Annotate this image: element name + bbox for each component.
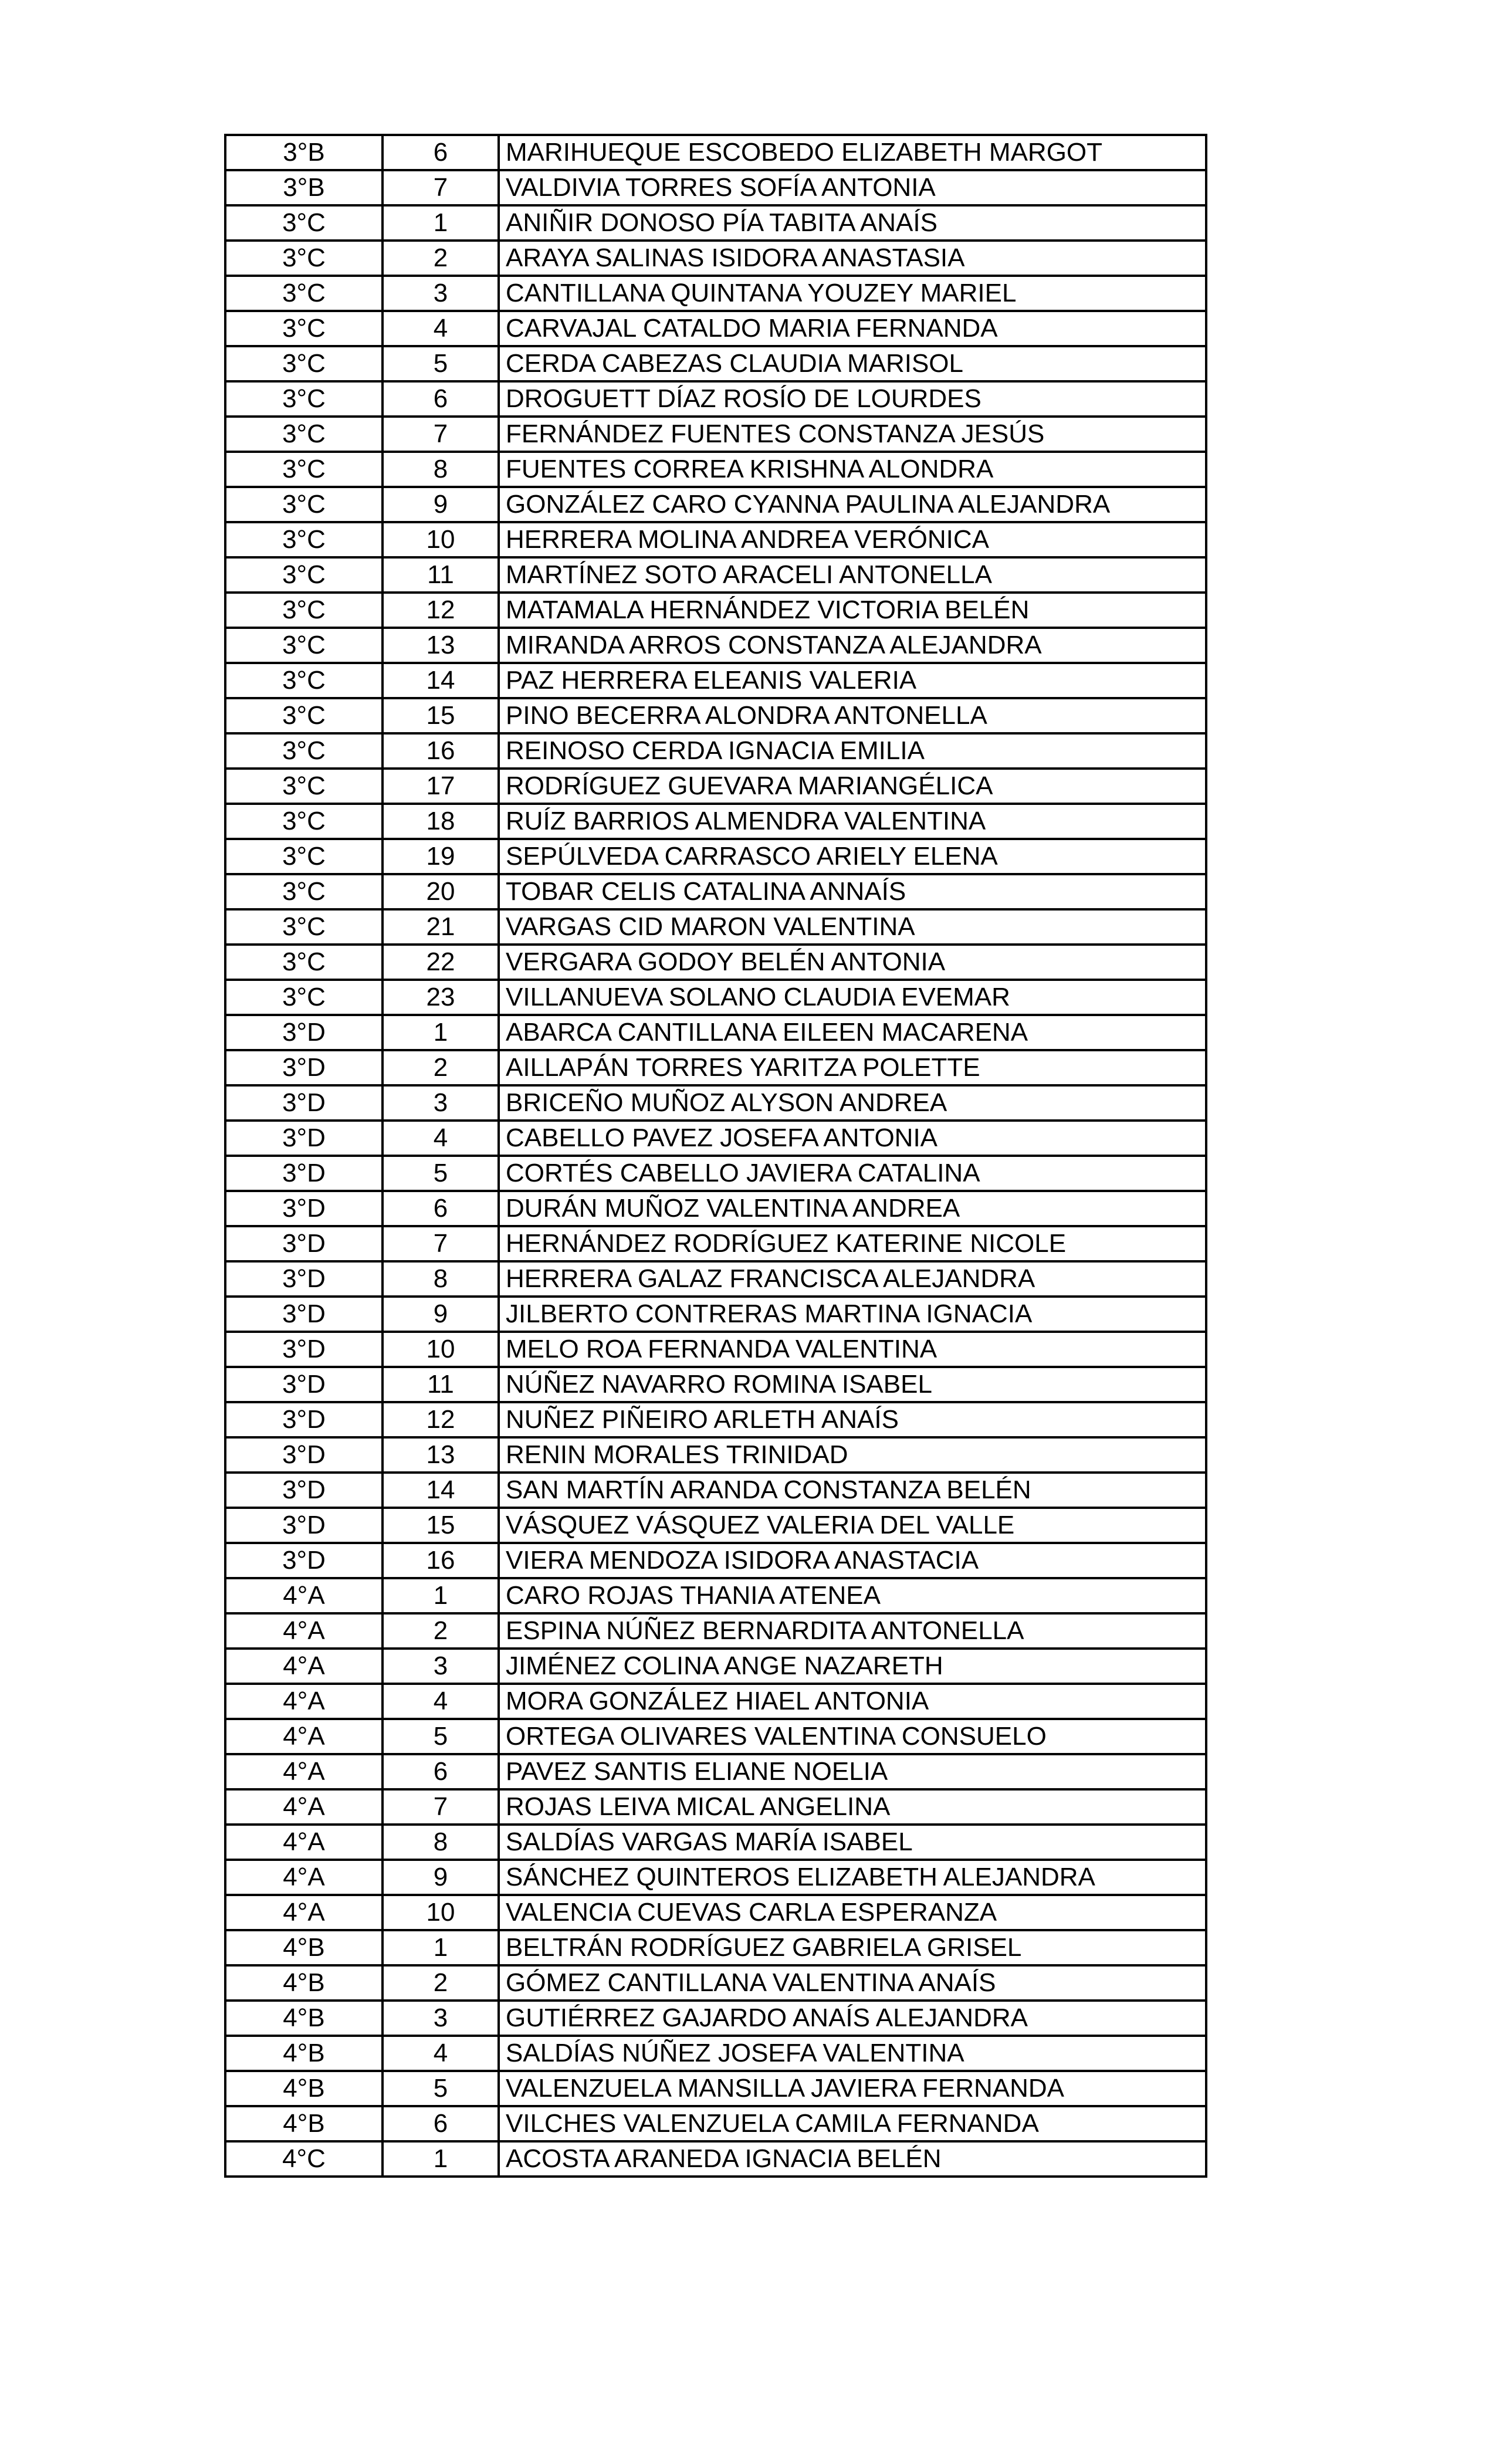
table-row [225, 1508, 1206, 1543]
student-name-cell: ORTEGA OLIVARES VALENTINA CONSUELO [499, 1719, 1206, 1754]
student-name-cell: VALENZUELA MANSILLA JAVIERA FERNANDA [499, 2071, 1206, 2106]
course-cell: 3°C [225, 557, 383, 593]
table-row [225, 593, 1206, 628]
student-name-cell: MARTÍNEZ SOTO ARACELI ANTONELLA [499, 557, 1206, 593]
course-cell: 4°B [225, 2106, 383, 2141]
course-cell: 3°C [225, 276, 383, 311]
course-cell: 3°C [225, 593, 383, 628]
table-row [225, 1191, 1206, 1226]
table-row [225, 804, 1206, 839]
student-name-cell: VALENCIA CUEVAS CARLA ESPERANZA [499, 1895, 1206, 1930]
course-cell: 3°B [225, 170, 383, 205]
table-row [225, 1684, 1206, 1719]
course-cell: 4°A [225, 1649, 383, 1684]
student-name-cell: CABELLO PAVEZ JOSEFA ANTONIA [499, 1121, 1206, 1156]
student-name-cell: PAZ HERRERA ELEANIS VALERIA [499, 663, 1206, 698]
number-cell: 2 [383, 1050, 499, 1085]
course-cell: 3°C [225, 487, 383, 522]
table-row [225, 1332, 1206, 1367]
student-name-cell: HERNÁNDEZ RODRÍGUEZ KATERINE NICOLE [499, 1226, 1206, 1261]
number-cell: 1 [383, 2141, 499, 2177]
number-cell: 8 [383, 1261, 499, 1297]
number-cell: 4 [383, 1121, 499, 1156]
course-cell: 4°B [225, 1930, 383, 1965]
student-name-cell: VARGAS CID MARON VALENTINA [499, 909, 1206, 945]
course-cell: 4°A [225, 1825, 383, 1860]
number-cell: 7 [383, 170, 499, 205]
student-name-cell: ARAYA SALINAS ISIDORA ANASTASIA [499, 241, 1206, 276]
number-cell: 7 [383, 1789, 499, 1825]
table-row [225, 1649, 1206, 1684]
table-row [225, 1121, 1206, 1156]
student-name-cell: SAN MARTÍN ARANDA CONSTANZA BELÉN [499, 1473, 1206, 1508]
course-cell: 3°C [225, 980, 383, 1015]
course-cell: 3°C [225, 698, 383, 733]
course-cell: 4°A [225, 1860, 383, 1895]
course-cell: 4°A [225, 1895, 383, 1930]
number-cell: 13 [383, 628, 499, 663]
table-row [225, 1825, 1206, 1860]
table-row [225, 1895, 1206, 1930]
student-name-cell: CARO ROJAS THANIA ATENEA [499, 1578, 1206, 1613]
number-cell: 9 [383, 1860, 499, 1895]
table-row [225, 417, 1206, 452]
course-cell: 3°C [225, 909, 383, 945]
number-cell: 6 [383, 1754, 499, 1789]
student-name-cell: VERGARA GODOY BELÉN ANTONIA [499, 945, 1206, 980]
course-cell: 4°C [225, 2141, 383, 2177]
table-row [225, 487, 1206, 522]
course-cell: 4°B [225, 2001, 383, 2036]
course-cell: 3°C [225, 839, 383, 874]
number-cell: 4 [383, 1684, 499, 1719]
number-cell: 16 [383, 733, 499, 769]
course-cell: 3°D [225, 1015, 383, 1050]
student-name-cell: GÓMEZ CANTILLANA VALENTINA ANAÍS [499, 1965, 1206, 2001]
number-cell: 14 [383, 663, 499, 698]
table-row [225, 205, 1206, 241]
student-name-cell: CANTILLANA QUINTANA YOUZEY MARIEL [499, 276, 1206, 311]
course-cell: 4°A [225, 1613, 383, 1649]
student-name-cell: SALDÍAS VARGAS MARÍA ISABEL [499, 1825, 1206, 1860]
student-name-cell: PAVEZ SANTIS ELIANE NOELIA [499, 1754, 1206, 1789]
course-cell: 3°D [225, 1156, 383, 1191]
table-row [225, 1965, 1206, 2001]
student-name-cell: SALDÍAS NÚÑEZ JOSEFA VALENTINA [499, 2036, 1206, 2071]
table-row [225, 1473, 1206, 1508]
number-cell: 7 [383, 1226, 499, 1261]
number-cell: 21 [383, 909, 499, 945]
table-row [225, 1261, 1206, 1297]
student-name-cell: NUÑEZ PIÑEIRO ARLETH ANAÍS [499, 1402, 1206, 1437]
student-name-cell: VILCHES VALENZUELA CAMILA FERNANDA [499, 2106, 1206, 2141]
table-row [225, 1860, 1206, 1895]
student-name-cell: SÁNCHEZ QUINTEROS ELIZABETH ALEJANDRA [499, 1860, 1206, 1895]
course-cell: 3°D [225, 1437, 383, 1473]
table-row [225, 2001, 1206, 2036]
number-cell: 11 [383, 557, 499, 593]
number-cell: 6 [383, 381, 499, 417]
number-cell: 17 [383, 769, 499, 804]
number-cell: 4 [383, 2036, 499, 2071]
student-name-cell: FUENTES CORREA KRISHNA ALONDRA [499, 452, 1206, 487]
table-row [225, 276, 1206, 311]
number-cell: 2 [383, 241, 499, 276]
student-name-cell: ANIÑIR DONOSO PÍA TABITA ANAÍS [499, 205, 1206, 241]
table-row [225, 1754, 1206, 1789]
number-cell: 10 [383, 522, 499, 557]
student-name-cell: FERNÁNDEZ FUENTES CONSTANZA JESÚS [499, 417, 1206, 452]
student-name-cell: CARVAJAL CATALDO MARIA FERNANDA [499, 311, 1206, 346]
table-row [225, 1050, 1206, 1085]
student-name-cell: DROGUETT DÍAZ ROSÍO DE LOURDES [499, 381, 1206, 417]
table-row [225, 1156, 1206, 1191]
table-row [225, 381, 1206, 417]
course-cell: 3°C [225, 522, 383, 557]
student-name-cell: RUÍZ BARRIOS ALMENDRA VALENTINA [499, 804, 1206, 839]
number-cell: 2 [383, 1965, 499, 2001]
number-cell: 2 [383, 1613, 499, 1649]
student-name-cell: RENIN MORALES TRINIDAD [499, 1437, 1206, 1473]
course-cell: 4°B [225, 2036, 383, 2071]
table-row [225, 557, 1206, 593]
student-name-cell: DURÁN MUÑOZ VALENTINA ANDREA [499, 1191, 1206, 1226]
table-row [225, 769, 1206, 804]
table-row [225, 1437, 1206, 1473]
course-cell: 4°A [225, 1719, 383, 1754]
table-row [225, 452, 1206, 487]
number-cell: 8 [383, 452, 499, 487]
student-name-cell: HERRERA GALAZ FRANCISCA ALEJANDRA [499, 1261, 1206, 1297]
student-name-cell: MIRANDA ARROS CONSTANZA ALEJANDRA [499, 628, 1206, 663]
number-cell: 3 [383, 1649, 499, 1684]
table-row [225, 2036, 1206, 2071]
course-cell: 3°C [225, 381, 383, 417]
course-cell: 3°D [225, 1367, 383, 1402]
number-cell: 15 [383, 698, 499, 733]
course-cell: 4°A [225, 1754, 383, 1789]
student-name-cell: CERDA CABEZAS CLAUDIA MARISOL [499, 346, 1206, 381]
number-cell: 13 [383, 1437, 499, 1473]
number-cell: 11 [383, 1367, 499, 1402]
number-cell: 4 [383, 311, 499, 346]
table-row [225, 2141, 1206, 2177]
table-row [225, 1578, 1206, 1613]
student-name-cell: ACOSTA ARANEDA IGNACIA BELÉN [499, 2141, 1206, 2177]
table-row [225, 2106, 1206, 2141]
course-cell: 3°D [225, 1050, 383, 1085]
table-row [225, 1543, 1206, 1578]
number-cell: 3 [383, 2001, 499, 2036]
student-name-cell: TOBAR CELIS CATALINA ANNAÍS [499, 874, 1206, 909]
course-cell: 3°D [225, 1297, 383, 1332]
student-name-cell: NÚÑEZ NAVARRO ROMINA ISABEL [499, 1367, 1206, 1402]
course-cell: 4°A [225, 1789, 383, 1825]
number-cell: 9 [383, 487, 499, 522]
table-row [225, 945, 1206, 980]
student-name-cell: GUTIÉRREZ GAJARDO ANAÍS ALEJANDRA [499, 2001, 1206, 2036]
table-row [225, 1015, 1206, 1050]
course-cell: 3°C [225, 804, 383, 839]
course-cell: 3°C [225, 663, 383, 698]
table-row [225, 1789, 1206, 1825]
number-cell: 22 [383, 945, 499, 980]
number-cell: 1 [383, 1015, 499, 1050]
course-cell: 3°D [225, 1261, 383, 1297]
number-cell: 20 [383, 874, 499, 909]
number-cell: 12 [383, 1402, 499, 1437]
number-cell: 3 [383, 276, 499, 311]
student-name-cell: GONZÁLEZ CARO CYANNA PAULINA ALEJANDRA [499, 487, 1206, 522]
course-cell: 3°C [225, 346, 383, 381]
course-cell: 4°A [225, 1578, 383, 1613]
number-cell: 5 [383, 1156, 499, 1191]
student-name-cell: JILBERTO CONTRERAS MARTINA IGNACIA [499, 1297, 1206, 1332]
student-name-cell: PINO BECERRA ALONDRA ANTONELLA [499, 698, 1206, 733]
student-name-cell: MELO ROA FERNANDA VALENTINA [499, 1332, 1206, 1367]
course-cell: 4°A [225, 1684, 383, 1719]
number-cell: 10 [383, 1332, 499, 1367]
number-cell: 1 [383, 1930, 499, 1965]
number-cell: 23 [383, 980, 499, 1015]
course-cell: 3°D [225, 1473, 383, 1508]
table-row [225, 241, 1206, 276]
table-row [225, 2071, 1206, 2106]
table-row [225, 1226, 1206, 1261]
course-cell: 3°D [225, 1085, 383, 1121]
course-cell: 3°C [225, 945, 383, 980]
course-cell: 3°C [225, 628, 383, 663]
student-name-cell: VIERA MENDOZA ISIDORA ANASTACIA [499, 1543, 1206, 1578]
number-cell: 10 [383, 1895, 499, 1930]
course-cell: 3°C [225, 874, 383, 909]
number-cell: 15 [383, 1508, 499, 1543]
table-row [225, 1085, 1206, 1121]
number-cell: 6 [383, 2106, 499, 2141]
number-cell: 19 [383, 839, 499, 874]
student-name-cell: REINOSO CERDA IGNACIA EMILIA [499, 733, 1206, 769]
course-cell: 4°B [225, 1965, 383, 2001]
table-row [225, 733, 1206, 769]
student-name-cell: RODRÍGUEZ GUEVARA MARIANGÉLICA [499, 769, 1206, 804]
table-row [225, 346, 1206, 381]
table-row [225, 1297, 1206, 1332]
course-cell: 3°C [225, 311, 383, 346]
number-cell: 5 [383, 346, 499, 381]
course-cell: 3°C [225, 417, 383, 452]
student-name-cell: BRICEÑO MUÑOZ ALYSON ANDREA [499, 1085, 1206, 1121]
course-cell: 3°D [225, 1191, 383, 1226]
number-cell: 12 [383, 593, 499, 628]
table-row [225, 980, 1206, 1015]
number-cell: 7 [383, 417, 499, 452]
table-row [225, 628, 1206, 663]
number-cell: 5 [383, 1719, 499, 1754]
course-cell: 3°C [225, 241, 383, 276]
student-roster-table [224, 134, 1207, 2178]
number-cell: 6 [383, 135, 499, 170]
table-row [225, 170, 1206, 205]
student-name-cell: ABARCA CANTILLANA EILEEN MACARENA [499, 1015, 1206, 1050]
number-cell: 16 [383, 1543, 499, 1578]
number-cell: 1 [383, 1578, 499, 1613]
table-row [225, 1719, 1206, 1754]
course-cell: 3°D [225, 1121, 383, 1156]
number-cell: 1 [383, 205, 499, 241]
course-cell: 3°C [225, 205, 383, 241]
number-cell: 3 [383, 1085, 499, 1121]
student-name-cell: SEPÚLVEDA CARRASCO ARIELY ELENA [499, 839, 1206, 874]
student-name-cell: VALDIVIA TORRES SOFÍA ANTONIA [499, 170, 1206, 205]
table-row [225, 874, 1206, 909]
course-cell: 3°B [225, 135, 383, 170]
table-row [225, 698, 1206, 733]
number-cell: 14 [383, 1473, 499, 1508]
course-cell: 3°D [225, 1402, 383, 1437]
student-name-cell: ESPINA NÚÑEZ BERNARDITA ANTONELLA [499, 1613, 1206, 1649]
table-row [225, 1402, 1206, 1437]
roster-body [225, 135, 1206, 2177]
number-cell: 5 [383, 2071, 499, 2106]
student-name-cell: CORTÉS CABELLO JAVIERA CATALINA [499, 1156, 1206, 1191]
table-row [225, 522, 1206, 557]
student-name-cell: ROJAS LEIVA MICAL ANGELINA [499, 1789, 1206, 1825]
student-name-cell: VILLANUEVA SOLANO CLAUDIA EVEMAR [499, 980, 1206, 1015]
course-cell: 4°B [225, 2071, 383, 2106]
student-name-cell: AILLAPÁN TORRES YARITZA POLETTE [499, 1050, 1206, 1085]
course-cell: 3°D [225, 1543, 383, 1578]
table-row [225, 1930, 1206, 1965]
course-cell: 3°D [225, 1508, 383, 1543]
student-name-cell: MATAMALA HERNÁNDEZ VICTORIA BELÉN [499, 593, 1206, 628]
table-row [225, 1613, 1206, 1649]
course-cell: 3°C [225, 769, 383, 804]
number-cell: 9 [383, 1297, 499, 1332]
table-row [225, 311, 1206, 346]
student-name-cell: JIMÉNEZ COLINA ANGE NAZARETH [499, 1649, 1206, 1684]
number-cell: 18 [383, 804, 499, 839]
course-cell: 3°D [225, 1332, 383, 1367]
table-row [225, 839, 1206, 874]
student-name-cell: BELTRÁN RODRÍGUEZ GABRIELA GRISEL [499, 1930, 1206, 1965]
number-cell: 6 [383, 1191, 499, 1226]
number-cell: 8 [383, 1825, 499, 1860]
student-name-cell: MARIHUEQUE ESCOBEDO ELIZABETH MARGOT [499, 135, 1206, 170]
course-cell: 3°C [225, 452, 383, 487]
student-name-cell: HERRERA MOLINA ANDREA VERÓNICA [499, 522, 1206, 557]
student-name-cell: MORA GONZÁLEZ HIAEL ANTONIA [499, 1684, 1206, 1719]
table-row [225, 909, 1206, 945]
table-row [225, 135, 1206, 170]
table-row [225, 663, 1206, 698]
table-row [225, 1367, 1206, 1402]
course-cell: 3°C [225, 733, 383, 769]
course-cell: 3°D [225, 1226, 383, 1261]
student-name-cell: VÁSQUEZ VÁSQUEZ VALERIA DEL VALLE [499, 1508, 1206, 1543]
